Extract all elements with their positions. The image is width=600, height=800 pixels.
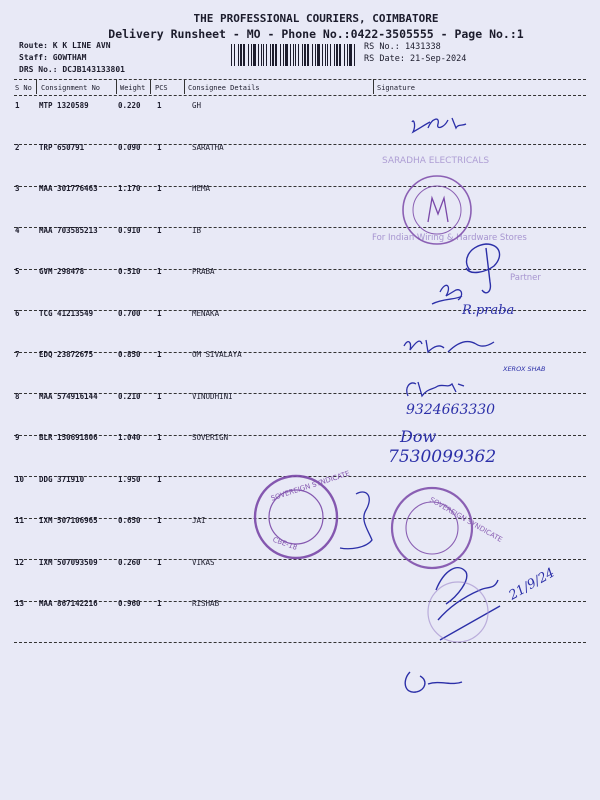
column-divider [184, 79, 185, 94]
serial-number-cell: 9 [15, 433, 20, 442]
barcode-bar [307, 44, 309, 66]
serial-number-cell: 6 [15, 309, 20, 318]
pcs-cell: 1 [157, 267, 162, 276]
sovereign-stamp-right [392, 488, 504, 568]
pcs-cell: 1 [157, 350, 162, 359]
barcode-bar [258, 44, 259, 66]
table-row [0, 558, 600, 570]
barcode-bar [253, 44, 256, 66]
consignee-cell: SARATHA [192, 143, 224, 152]
column-divider [373, 79, 374, 94]
table-row [0, 433, 600, 445]
weight-cell: 1.040 [118, 433, 141, 442]
column-divider [36, 79, 37, 94]
consignment-no-cell: GVM 298478 [39, 267, 85, 276]
col-header-weight: Weight [120, 84, 146, 92]
barcode-bar [347, 44, 348, 66]
pcs-cell: 1 [157, 143, 162, 152]
consignment-no-cell: TCG 41213549 [39, 309, 94, 318]
handwritten-date-row11: 21/9/24 [506, 565, 558, 604]
table-row [0, 226, 600, 238]
serial-number-cell: 10 [15, 475, 25, 484]
weight-cell: 0.850 [118, 350, 141, 359]
barcode-image [231, 44, 357, 66]
barcode-bar [251, 44, 252, 66]
barcode-bar [285, 44, 288, 66]
consignment-no-cell: DDG 371910 [39, 475, 85, 484]
signature-row5 [432, 285, 462, 304]
serial-number-cell: 8 [15, 392, 20, 401]
pcs-cell: 1 [157, 101, 162, 110]
consignee-cell: HEMA [192, 184, 211, 193]
barcode-bar [272, 44, 274, 66]
barcode-bar [240, 44, 242, 66]
consignee-cell: GH [192, 101, 202, 110]
barcode-bar [315, 44, 316, 66]
store-stamp [372, 156, 541, 283]
pcs-cell: 1 [157, 599, 162, 608]
barcode-bar [231, 44, 232, 66]
barcode-bar [304, 44, 306, 66]
table-row [0, 309, 600, 321]
header-bottom-rule [14, 95, 586, 96]
weight-cell: 0.700 [118, 309, 141, 318]
store-stamp-subtitle: For Indian Wiring & Hardware Stores [372, 233, 527, 243]
consignment-no-cell: MAA 574916144 [39, 392, 98, 401]
consignment-no-cell: EDQ 23872675 [39, 350, 94, 359]
col-header-consignment: Consignment No [41, 84, 101, 92]
store-stamp-partner: Partner [510, 273, 541, 283]
pcs-cell: 1 [157, 558, 162, 567]
consignee-cell: JAI [192, 516, 206, 525]
table-row [0, 350, 600, 362]
table-row [0, 392, 600, 404]
serial-number-cell: 12 [15, 558, 25, 567]
barcode-bar [349, 44, 352, 66]
consignee-cell: MENAKA [192, 309, 220, 318]
rs-date: RS Date: 21-Sep-2024 [364, 54, 467, 64]
consignee-cell: VINODHINI [192, 392, 233, 401]
header-top-rule [14, 79, 586, 80]
pcs-cell: 1 [157, 475, 162, 484]
handwritten-phone-row7: 9324663330 [406, 402, 496, 418]
serial-number-cell: 7 [15, 350, 20, 359]
sovereign-stamp-right-text: SOVEREIGN SYNDICATE [428, 495, 504, 544]
col-header-sno: S No [15, 84, 32, 92]
company-name: THE PROFESSIONAL COURIERS, COIMBATORE [193, 12, 439, 25]
barcode-bar [266, 44, 267, 66]
handwritten-note-row7: XEROX SHAB [503, 365, 546, 373]
rs-number: RS No.: 1431338 [364, 42, 441, 52]
barcode-bar [243, 44, 245, 66]
consignee-cell: VIKAS [192, 558, 215, 567]
weight-cell: 0.220 [118, 101, 141, 110]
table-row [0, 267, 600, 279]
col-header-pcs: PCS [155, 84, 168, 92]
barcode-bar [261, 44, 262, 66]
consignment-no-cell: MAA 703585213 [39, 226, 98, 235]
signature-row1 [412, 118, 466, 132]
serial-number-cell: 3 [15, 184, 20, 193]
serial-number-cell: 4 [15, 226, 20, 235]
consignee-cell: SOVERIGN [192, 433, 229, 442]
consignment-no-cell: IXM 507093509 [39, 558, 98, 567]
table-row [0, 184, 600, 196]
barcode-bar [270, 44, 271, 66]
consignment-no-cell: MAA 867142216 [39, 599, 98, 608]
pcs-cell: 1 [157, 392, 162, 401]
weight-cell: 0.260 [118, 558, 141, 567]
barcode-bar [263, 44, 264, 66]
serial-number-cell: 2 [15, 143, 20, 152]
serial-number-cell: 5 [15, 267, 20, 276]
barcode-bar [336, 44, 338, 66]
handwritten-phone-row8: 7530099362 [388, 447, 497, 467]
barcode-bar [325, 44, 326, 66]
staff-label: Staff: GOWTHAM [19, 53, 87, 62]
faint-stamp-row12 [428, 582, 488, 642]
barcode-bar [354, 44, 355, 66]
barcode-bar [334, 44, 335, 66]
table-row [0, 143, 600, 155]
column-divider [150, 79, 151, 94]
weight-cell: 0.650 [118, 516, 141, 525]
drs-number: DRS No.: DCJB143133801 [19, 65, 125, 74]
barcode-bar [317, 44, 320, 66]
table-row [0, 599, 600, 611]
weight-cell: 0.510 [118, 267, 141, 276]
barcode-bar [327, 44, 328, 66]
store-stamp-text: SARADHA ELECTRICALS [382, 156, 490, 166]
signature-row13 [405, 672, 462, 692]
consignee-cell: RISHAB [192, 599, 220, 608]
barcode-bar [234, 44, 235, 66]
barcode-bar [275, 44, 277, 66]
barcode-bar [295, 44, 296, 66]
barcode-bar [330, 44, 331, 66]
consignment-no-cell: TRP 650791 [39, 143, 85, 152]
barcode-bar [344, 44, 345, 66]
barcode-bar [293, 44, 294, 66]
barcode-bar [290, 44, 291, 66]
column-divider [116, 79, 117, 94]
table-row [0, 475, 600, 487]
barcode-bar [248, 44, 249, 66]
barcode-bar [339, 44, 341, 66]
pcs-cell: 1 [157, 226, 162, 235]
barcode-bar [302, 44, 303, 66]
weight-cell: 0.090 [118, 143, 141, 152]
consignee-cell: OM SIVALAYA [192, 350, 242, 359]
pcs-cell: 1 [157, 516, 162, 525]
barcode-bar [298, 44, 299, 66]
table-row [0, 101, 600, 113]
sovereign-stamp-city: CBE-18 [271, 535, 299, 552]
serial-number-cell: 11 [15, 516, 25, 525]
pcs-cell: 1 [157, 309, 162, 318]
consignment-no-cell: BLR 150691806 [39, 433, 98, 442]
sovereign-stamp-text: SOVEREIGN SYNDICATE [269, 469, 351, 503]
handwritten-name-row5: R.praba [462, 303, 515, 318]
barcode-bar [283, 44, 284, 66]
weight-cell: 1.950 [118, 475, 141, 484]
col-header-consignee: Consignee Details [188, 84, 260, 92]
barcode-bar [312, 44, 313, 66]
table-row [0, 516, 600, 528]
barcode-bar [238, 44, 239, 66]
pcs-cell: 1 [157, 184, 162, 193]
handwritten-name-row8: Dow [400, 427, 437, 446]
consignment-no-cell: MAA 301776463 [39, 184, 98, 193]
consignee-cell: IB [192, 226, 202, 235]
serial-number-cell: 13 [15, 599, 25, 608]
consignment-no-cell: MTP 1320589 [39, 101, 89, 110]
weight-cell: 0.910 [118, 226, 141, 235]
barcode-bar [280, 44, 281, 66]
barcode-bar [322, 44, 323, 66]
consignment-no-cell: IXM 507106965 [39, 516, 98, 525]
col-header-signature: Signature [377, 84, 415, 92]
consignee-cell: PRABA [192, 267, 215, 276]
weight-cell: 0.960 [118, 599, 141, 608]
weight-cell: 0.210 [118, 392, 141, 401]
route-label: Route: K K LINE AVN [19, 41, 111, 50]
weight-cell: 1.170 [118, 184, 141, 193]
runsheet-title: Delivery Runsheet - MO - Phone No.:0422-3505555 - Page No.:1 [108, 27, 524, 41]
pcs-cell: 1 [157, 433, 162, 442]
row-separator [14, 642, 586, 643]
serial-number-cell: 1 [15, 101, 20, 110]
